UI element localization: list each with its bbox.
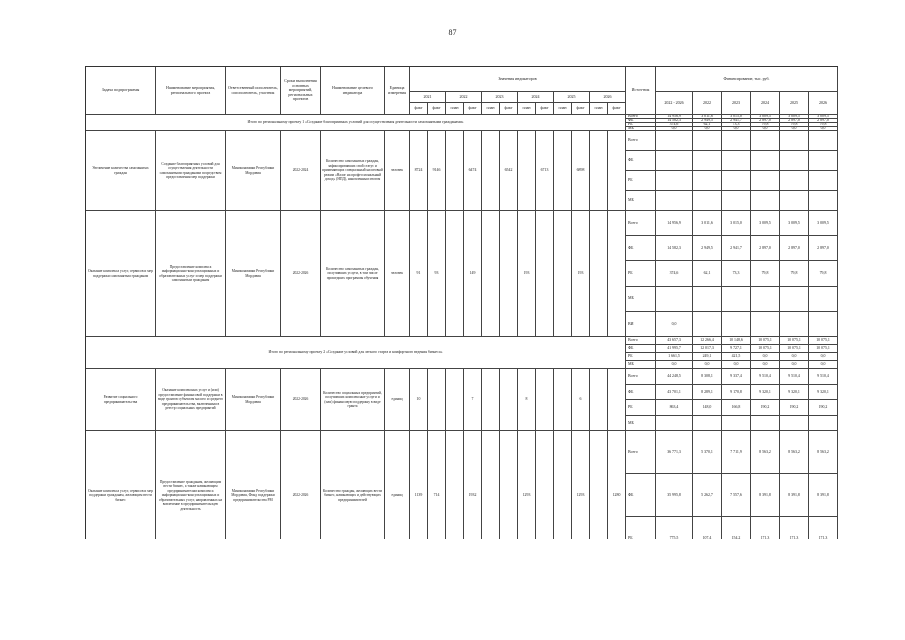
block1-value-4	[482, 131, 500, 211]
program-table	[85, 66, 838, 539]
block3-source-2: РБ	[626, 400, 656, 416]
block3-fund-2-2: 166,8	[722, 400, 751, 416]
block4-fund-2-1: 107,4	[693, 517, 722, 539]
block1-value-9: 6898	[572, 131, 590, 211]
block1-unit: человек	[385, 131, 410, 211]
project1-fund-2-4: 79,8	[780, 123, 809, 127]
block1-fund-1-2	[722, 151, 751, 171]
block2-fund-3-5	[809, 287, 838, 312]
block1-value-1: 9146	[428, 131, 446, 211]
block3-fund-3-4	[780, 416, 809, 432]
header-year-2025: 2025	[554, 92, 590, 103]
block2-fund-3-1	[693, 287, 722, 312]
block4-source-2: РБ	[626, 517, 656, 539]
project1-fund-1-2: 2 941,7	[722, 119, 751, 123]
project2-fund-3-1: 0,0	[693, 361, 722, 369]
block3-fund-1-3: 9 320,1	[751, 385, 780, 401]
block1-fund-2-4	[780, 171, 809, 191]
block2-value-9: 193	[572, 211, 590, 337]
block3-fund-1-0: 43 701,1	[656, 385, 693, 401]
header-executor: Ответственный исполнитель, соисполнитель, участник	[226, 67, 281, 115]
header-finance-year-0: 2022 - 2026	[656, 92, 693, 115]
block4-value-1: 714	[428, 431, 446, 539]
block2-fund-1-1: 2 949,5	[693, 236, 722, 261]
block1-value-3: 6474	[464, 131, 482, 211]
block2-source-2: РБ	[626, 261, 656, 286]
project2-fund-1-5: 10 075,1	[809, 345, 838, 353]
block3-task: Развитие социального предпринимательства	[86, 369, 156, 431]
block2-fund-1-4: 2 897,0	[780, 236, 809, 261]
block2-source-4: ВИ	[626, 312, 656, 337]
block1-fund-2-2	[722, 171, 751, 191]
header-fact-2022: факт	[464, 103, 482, 115]
block3-fund-1-1: 8 289,1	[693, 385, 722, 401]
project1-fund-1-3: 2 897,0	[751, 119, 780, 123]
block4-value-6: 1293	[518, 431, 536, 539]
block1-fund-2-5	[809, 171, 838, 191]
block3-fund-2-3: 190,2	[751, 400, 780, 416]
project2-fund-2-0: 1 661,5	[656, 353, 693, 361]
block3-fund-0-5: 9 510,4	[809, 369, 838, 385]
project1-fund-3-4: 0,0	[780, 127, 809, 131]
block3-value-7	[536, 369, 554, 431]
block1-fund-3-4	[780, 191, 809, 211]
project2-fund-2-3: 0,0	[751, 353, 780, 361]
project1-source-1: ФБ	[626, 119, 656, 123]
block3-fund-2-4: 190,2	[780, 400, 809, 416]
block3-fund-3-3	[751, 416, 780, 432]
block1-fund-1-3	[751, 151, 780, 171]
project2-title: Итого по региональному проекту 2 «Создание условий для легкого старта и комфортного ведения бизнеса»	[86, 337, 626, 369]
block2-fund-0-2: 3 015,0	[722, 211, 751, 236]
block1-fund-3-2	[722, 191, 751, 211]
block1-fund-2-3	[751, 171, 780, 191]
block4-task: Оказание комплекса услуг, сервисов и мер поддержки гражданам, желающим вести бизнес	[86, 431, 156, 539]
block4-fund-2-5: 171,3	[809, 517, 838, 539]
project2-source-0: Всего	[626, 337, 656, 345]
block1-fund-0-4	[780, 131, 809, 151]
header-indicator: Наименование целевого индикатора	[321, 67, 385, 115]
block3-value-1	[428, 369, 446, 431]
block1-term: 2022-2024	[281, 131, 321, 211]
header-plan-2024: план	[518, 103, 536, 115]
header-plan-2021: факт	[410, 103, 428, 115]
block3-fund-3-0	[656, 416, 693, 432]
block1-value-0: 8724	[410, 131, 428, 211]
block3-fund-0-1: 8 308,1	[693, 369, 722, 385]
project1-fund-3-5: 0,0	[809, 127, 838, 131]
block1-fund-3-0	[656, 191, 693, 211]
project1-title: Итого по региональному проекту 1 «Создание благоприятных условий для осуществления деятельности самозанятыми гражданами»	[86, 115, 626, 131]
header-finance: Финансирование, тыс. руб.	[656, 67, 838, 92]
header-values: Значения индикаторов	[410, 67, 626, 92]
block4-value-4	[482, 431, 500, 539]
header-finance-year-4: 2025	[780, 92, 809, 115]
header-unit: Единица измерения	[385, 67, 410, 115]
header-finance-year-2: 2023	[722, 92, 751, 115]
project2-fund-3-5: 0,0	[809, 361, 838, 369]
project1-fund-0-4: 3 009,5	[780, 115, 809, 119]
block4-value-5	[500, 431, 518, 539]
project2-fund-2-2: 421,5	[722, 353, 751, 361]
block2-value-2	[446, 211, 464, 337]
block3-measure: Оказание комплексных услуг и (или) предоставление финансовой поддержки в виде грантов субъектам малого и среднего предпринимательства, включенным в реестр социальных предприятий	[156, 369, 226, 431]
block3-executor: Минэкономики Республики Мордовия	[226, 369, 281, 431]
project2-fund-2-1: 249,1	[693, 353, 722, 361]
block2-value-1: 93	[428, 211, 446, 337]
block1-value-2	[446, 131, 464, 211]
block1-fund-2-0	[656, 171, 693, 191]
block3-fund-0-4: 9 510,4	[780, 369, 809, 385]
block3-source-0: Всего	[626, 369, 656, 385]
header-year-2024: 2024	[518, 92, 554, 103]
header-finance-year-5: 2026	[809, 92, 838, 115]
block1-value-6	[518, 131, 536, 211]
block2-fund-3-3	[751, 287, 780, 312]
block1-value-11	[608, 131, 626, 211]
header-measure: Наименование мероприятия, регионального проекта	[156, 67, 226, 115]
block3-unit: единиц	[385, 369, 410, 431]
project2-fund-0-5: 10 075,1	[809, 337, 838, 345]
block3-value-9: 6	[572, 369, 590, 431]
project2-fund-1-3: 10 075,1	[751, 345, 780, 353]
project1-fund-3-1: 0,0	[693, 127, 722, 131]
block2-fund-1-3: 2 897,0	[751, 236, 780, 261]
project1-fund-2-5: 79,8	[809, 123, 838, 127]
block1-value-10	[590, 131, 608, 211]
block1-fund-1-1	[693, 151, 722, 171]
block1-measure: Создание благоприятных условий для осуществления деятельности самозанятыми гражданами посредством предоставления мер поддержки	[156, 131, 226, 211]
project2-fund-1-2: 9 727,1	[722, 345, 751, 353]
block3-fund-2-1: 148,0	[693, 400, 722, 416]
block2-value-6: 193	[518, 211, 536, 337]
block4-value-8	[554, 431, 572, 539]
project2-fund-0-1: 12 266,4	[693, 337, 722, 345]
project1-fund-1-5: 2 897,0	[809, 119, 838, 123]
block2-fund-2-5: 79,8	[809, 261, 838, 286]
header-plan-2023: план	[482, 103, 500, 115]
block3-fund-3-2	[722, 416, 751, 432]
header-finance-year-1: 2022	[693, 92, 722, 115]
block4-fund-1-0: 35 995,8	[656, 474, 693, 517]
project2-fund-1-1: 12 017,3	[693, 345, 722, 353]
block1-value-5: 6542	[500, 131, 518, 211]
block2-fund-1-2: 2 941,7	[722, 236, 751, 261]
block4-fund-0-4: 8 563,2	[780, 431, 809, 474]
header-fact-2021: факт	[428, 103, 446, 115]
block2-fund-0-5: 3 009,5	[809, 211, 838, 236]
project1-fund-1-4: 2 897,0	[780, 119, 809, 123]
block1-source-2: РБ	[626, 171, 656, 191]
block1-source-3: МБ	[626, 191, 656, 211]
project1-fund-2-2: 73,3	[722, 123, 751, 127]
header-fact-2023: факт	[500, 103, 518, 115]
project1-fund-2-0: 374,6	[656, 123, 693, 127]
block1-source-0: Всего	[626, 131, 656, 151]
project1-fund-0-1: 3 011,6	[693, 115, 722, 119]
block4-indicator: Количество граждан, желающих вести бизнес, начинающих и действующих предпринимателей	[321, 431, 385, 539]
block4-fund-0-0: 36 771,3	[656, 431, 693, 474]
project2-fund-3-2: 0,0	[722, 361, 751, 369]
project1-fund-2-3: 79,8	[751, 123, 780, 127]
header-year-2026: 2026	[590, 92, 626, 103]
project2-fund-0-4: 10 075,1	[780, 337, 809, 345]
block3-fund-0-2: 9 337,4	[722, 369, 751, 385]
project2-fund-3-0: 0,0	[656, 361, 693, 369]
block2-fund-4-4	[780, 312, 809, 337]
block4-source-0: Всего	[626, 431, 656, 474]
block4-value-0: 1139	[410, 431, 428, 539]
block1-fund-1-0	[656, 151, 693, 171]
block2-measure: Предоставление комплекса информационно-консультационных и образовательных услуг и мер поддержки самозанятым гражданам	[156, 211, 226, 337]
block2-value-5	[500, 211, 518, 337]
block3-value-0: 10	[410, 369, 428, 431]
block1-fund-1-4	[780, 151, 809, 171]
block4-fund-1-5: 8 391,8	[809, 474, 838, 517]
project2-fund-1-4: 10 075,1	[780, 345, 809, 353]
header-fact-2024: факт	[536, 103, 554, 115]
block3-fund-1-2: 9 170,8	[722, 385, 751, 401]
block3-value-11	[608, 369, 626, 431]
block2-value-7	[536, 211, 554, 337]
project2-source-1: ФБ	[626, 345, 656, 353]
block1-source-1: ФБ	[626, 151, 656, 171]
block2-fund-2-1: 62,1	[693, 261, 722, 286]
block4-value-11: 1280	[608, 431, 626, 539]
block4-value-7	[536, 431, 554, 539]
block4-value-2	[446, 431, 464, 539]
project1-fund-3-2: 0,0	[722, 127, 751, 131]
header-year-2022: 2022	[446, 92, 482, 103]
block4-measure: Предоставление гражданам, желающим вести бизнес, а также начинающим предпринимателям комплекса информационно-консультационных и образовательных услуг, направленных на вовлечение в предпринимательскую деятельность	[156, 431, 226, 539]
block1-task: Увеличение количества самозанятых граждан	[86, 131, 156, 211]
block2-fund-0-4: 3 009,5	[780, 211, 809, 236]
project1-fund-1-1: 2 949,5	[693, 119, 722, 123]
block4-executor: Минэкономики Республики Мордовия, Фонд поддержки предпринимательства РМ	[226, 431, 281, 539]
block2-source-1: ФБ	[626, 236, 656, 261]
block3-value-6: 8	[518, 369, 536, 431]
block1-executor: Минэкономики Республики Мордовия	[226, 131, 281, 211]
header-fact-2026: факт	[608, 103, 626, 115]
block2-fund-2-4: 79,8	[780, 261, 809, 286]
block4-fund-2-4: 171,3	[780, 517, 809, 539]
block4-source-1: ФБ	[626, 474, 656, 517]
project2-fund-2-4: 0,0	[780, 353, 809, 361]
block1-fund-1-5	[809, 151, 838, 171]
block2-value-3: 149	[464, 211, 482, 337]
block2-fund-4-5	[809, 312, 838, 337]
project1-fund-0-3: 3 009,5	[751, 115, 780, 119]
block4-value-3: 1932	[464, 431, 482, 539]
page-number: 87	[448, 28, 457, 37]
block3-value-2	[446, 369, 464, 431]
block4-fund-1-3: 8 391,8	[751, 474, 780, 517]
block2-indicator: Количество самозанятых граждан, получивших услуги, в том числе прошедших программы обучения	[321, 211, 385, 337]
block2-unit: человек	[385, 211, 410, 337]
header-plan-2022: план	[446, 103, 464, 115]
block2-executor: Минэкономики Республики Мордовия	[226, 211, 281, 337]
block2-source-3: МБ	[626, 287, 656, 312]
block2-fund-4-2	[722, 312, 751, 337]
block4-fund-2-3: 171,3	[751, 517, 780, 539]
block2-fund-0-3: 3 009,5	[751, 211, 780, 236]
block2-fund-1-5: 2 897,0	[809, 236, 838, 261]
block2-fund-3-2	[722, 287, 751, 312]
block1-fund-0-5	[809, 131, 838, 151]
project1-source-0: Всего	[626, 115, 656, 119]
block2-fund-0-0: 14 956,9	[656, 211, 693, 236]
block1-fund-0-0	[656, 131, 693, 151]
project1-fund-3-0: 0,0	[656, 127, 693, 131]
block2-value-11	[608, 211, 626, 337]
project1-fund-2-1: 62,1	[693, 123, 722, 127]
block3-indicator: Количество социальных предприятий, получивших комплексные услуги и (или) финансовую поддержку в виде гранта	[321, 369, 385, 431]
block2-source-0: Всего	[626, 211, 656, 236]
block4-fund-1-4: 8 391,8	[780, 474, 809, 517]
block3-fund-3-1	[693, 416, 722, 432]
block3-source-3: МБ	[626, 416, 656, 432]
block1-fund-3-5	[809, 191, 838, 211]
block2-fund-2-2: 73,3	[722, 261, 751, 286]
project1-fund-1-0: 14 582,3	[656, 119, 693, 123]
project2-fund-0-3: 10 075,1	[751, 337, 780, 345]
project1-fund-0-5: 3 009,5	[809, 115, 838, 119]
block3-source-1: ФБ	[626, 385, 656, 401]
block3-fund-2-0: 863,4	[656, 400, 693, 416]
block2-fund-2-0: 374,6	[656, 261, 693, 286]
project2-fund-3-3: 0,0	[751, 361, 780, 369]
block3-fund-0-0: 44 248,5	[656, 369, 693, 385]
header-year-2021: 2021	[410, 92, 446, 103]
block3-fund-1-5: 9 320,1	[809, 385, 838, 401]
block4-value-10	[590, 431, 608, 539]
block4-unit: единиц	[385, 431, 410, 539]
block1-fund-0-3	[751, 131, 780, 151]
header-plan-2026: план	[590, 103, 608, 115]
block2-task: Оказание комплекса услуг, сервисов и мер поддержки самозанятым гражданам	[86, 211, 156, 337]
block2-fund-4-1	[693, 312, 722, 337]
header-term: Сроки выполнения основных мероприятий, региональных проектов	[281, 67, 321, 115]
project1-fund-0-0: 14 956,9	[656, 115, 693, 119]
project2-fund-0-0: 43 657,3	[656, 337, 693, 345]
block2-fund-3-4	[780, 287, 809, 312]
block2-fund-4-0: 0,0	[656, 312, 693, 337]
block2-fund-2-3: 79,8	[751, 261, 780, 286]
project1-fund-0-2: 3 015,0	[722, 115, 751, 119]
block4-fund-2-2: 154,2	[722, 517, 751, 539]
block2-value-10	[590, 211, 608, 337]
header-source: Источ-ник	[626, 67, 656, 115]
block2-fund-3-0	[656, 287, 693, 312]
block4-fund-1-1: 5 262,7	[693, 474, 722, 517]
project2-source-3: МБ	[626, 361, 656, 369]
project2-fund-1-0: 41 995,7	[656, 345, 693, 353]
header-task: Задача подпрограммы	[86, 67, 156, 115]
project2-fund-0-2: 10 148,6	[722, 337, 751, 345]
project2-fund-2-5: 0,0	[809, 353, 838, 361]
block3-value-10	[590, 369, 608, 431]
block3-fund-2-5: 190,2	[809, 400, 838, 416]
header-plan-2025: план	[554, 103, 572, 115]
block2-value-0: 91	[410, 211, 428, 337]
block1-fund-3-1	[693, 191, 722, 211]
block4-term: 2022-2026	[281, 431, 321, 539]
block4-fund-2-0: 775,5	[656, 517, 693, 539]
block3-fund-3-5	[809, 416, 838, 432]
block1-fund-0-2	[722, 131, 751, 151]
header-finance-year-3: 2024	[751, 92, 780, 115]
block4-fund-0-3: 8 563,2	[751, 431, 780, 474]
project2-fund-3-4: 0,0	[780, 361, 809, 369]
block3-value-5	[500, 369, 518, 431]
block3-value-8	[554, 369, 572, 431]
header-year-2023: 2023	[482, 92, 518, 103]
project2-source-2: РБ	[626, 353, 656, 361]
block3-term: 2022-2026	[281, 369, 321, 431]
header-fact-2025: факт	[572, 103, 590, 115]
block4-fund-0-2: 7 711,9	[722, 431, 751, 474]
block2-term: 2022-2026	[281, 211, 321, 337]
block4-fund-0-1: 5 370,1	[693, 431, 722, 474]
block4-value-9: 1293	[572, 431, 590, 539]
project1-source-2: РБ	[626, 123, 656, 127]
block3-value-4	[482, 369, 500, 431]
block1-fund-3-3	[751, 191, 780, 211]
block3-value-3: 7	[464, 369, 482, 431]
block2-value-4	[482, 211, 500, 337]
block2-fund-0-1: 3 011,6	[693, 211, 722, 236]
block3-fund-0-3: 9 510,4	[751, 369, 780, 385]
project1-fund-3-3: 0,0	[751, 127, 780, 131]
block2-value-8	[554, 211, 572, 337]
block1-indicator: Количество самозанятых граждан, зафиксировавших свой статус и применяющих специальный налоговый режим «Налог на профессиональный доход» (НПД), накопленным итогом	[321, 131, 385, 211]
block1-value-7: 6713	[536, 131, 554, 211]
block4-fund-1-2: 7 557,6	[722, 474, 751, 517]
block1-fund-0-1	[693, 131, 722, 151]
block4-fund-0-5: 8 563,2	[809, 431, 838, 474]
block1-fund-2-1	[693, 171, 722, 191]
block2-fund-4-3	[751, 312, 780, 337]
block2-fund-1-0: 14 582,3	[656, 236, 693, 261]
block3-fund-1-4: 9 320,1	[780, 385, 809, 401]
block1-value-8	[554, 131, 572, 211]
project1-source-3: МБ	[626, 127, 656, 131]
